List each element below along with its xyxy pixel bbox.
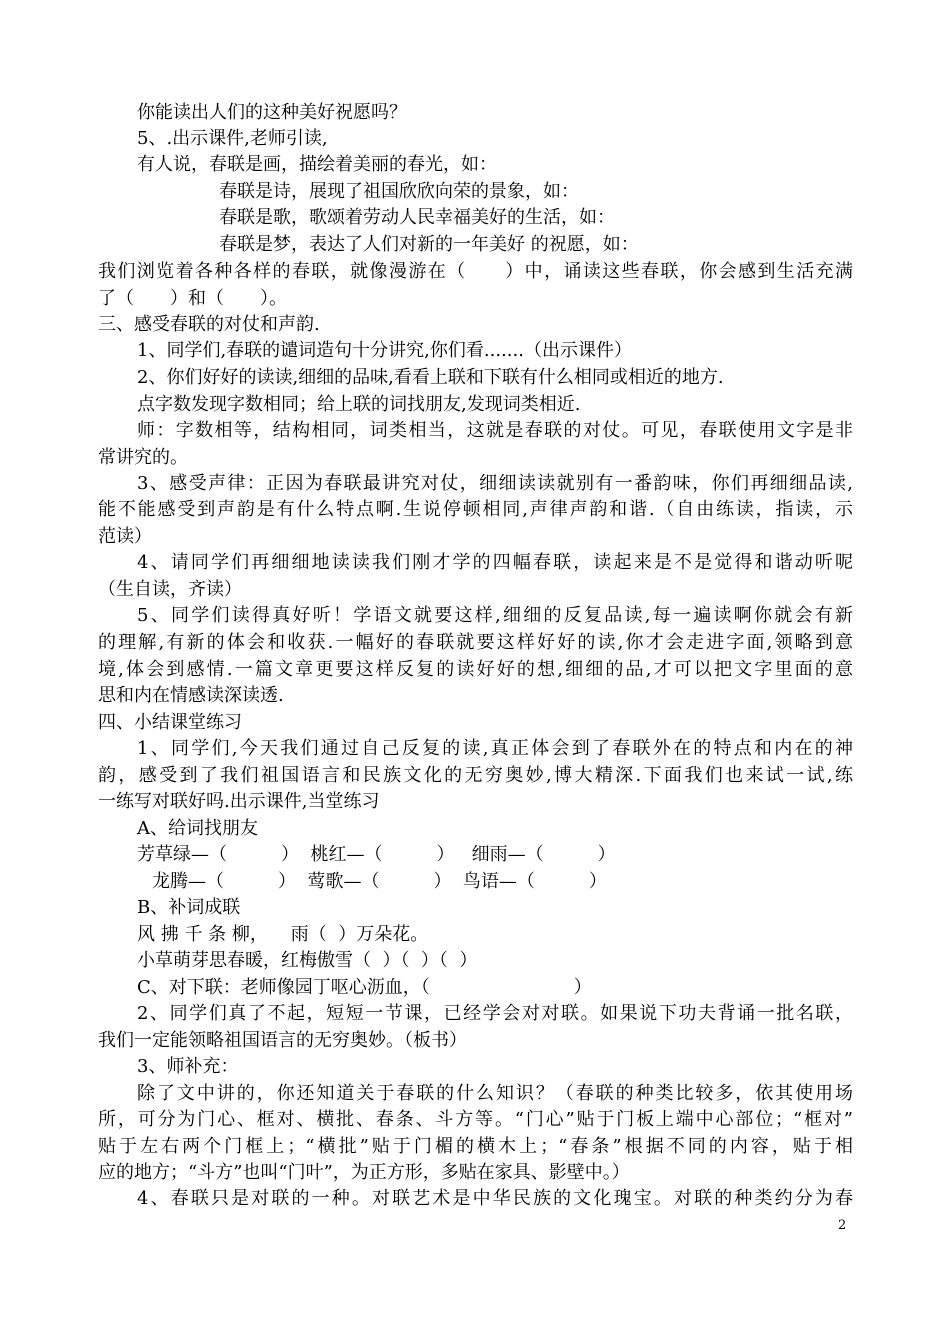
section-heading: 四、小结课堂练习 (98, 712, 242, 733)
text-line: 2、同学们真了不起，短短一节课，已经学会对对联。如果说下功夫背诵一批名联， (137, 1003, 853, 1024)
text-line: 3、师补充： (137, 1056, 239, 1077)
text-line: B、补词成联 (137, 897, 241, 918)
text-line: 范读） (98, 526, 152, 547)
text-line: 4、请同学们再细细地读读我们刚才学的四幅春联，读起来是不是觉得和谐动听呢 (137, 552, 853, 573)
text-line: 2、你们好好的读读,细细的品味,看看上联和下联有什么相同或相近的地方. (137, 367, 724, 388)
text-line: 你能读出人们的这种美好祝愿吗？ (137, 102, 407, 123)
text-line: 春联是歌，歌颂着劳动人民幸福美好的生活，如： (219, 207, 615, 228)
section-heading: 三、感受春联的对仗和声韵. (98, 314, 320, 335)
exercise-line: 芳草绿—（ ） 桃红—（ ） 细雨—（ ） (137, 844, 616, 865)
text-line: 4、春联只是对联的一种。对联艺术是中华民族的文化瑰宝。对联的种类约分为春 (137, 1188, 853, 1209)
text-line: 5、同学们读得真好听！学语文就要这样,细细的反复品读,每一遍读啊你就会有新 (137, 605, 853, 626)
text-line: 常讲究的。 (98, 447, 188, 468)
text-line: 我们浏览着各种各样的春联，就像漫游在（ ）中，诵读这些春联，你会感到生活充满 (98, 261, 853, 282)
text-line: 师：字数相等，结构相同，词类相当，这就是春联的对仗。可见，春联使用文字是非 (137, 420, 853, 441)
page-number: 2 (838, 1218, 847, 1233)
text-line: 有人说，春联是画，描绘着美丽的春光，如： (137, 154, 497, 175)
text-line: 春联是诗，展现了祖国欣欣向荣的景象，如： (219, 181, 579, 202)
text-line: 春联是梦，表达了人们对新的一年美好 的祝愿，如： (219, 234, 639, 255)
exercise-line: 风 拂 千 条 柳， 雨（ ）万朵花。 (137, 924, 429, 945)
text-line: 我们一定能领略祖国语言的无穷奥妙。（板书） (98, 1030, 467, 1051)
text-line: 的理解,有新的体会和收获.一幅好的春联就要这样好好的读,你才会走进字面,领略到意 (98, 632, 853, 653)
text-line: 贴于左右两个门框上；“横批”贴于门楣的横木上；“春条”根据不同的内容，贴于相 (98, 1136, 853, 1157)
text-line: 韵，感受到了我们祖国语言和民族文化的无穷奥妙,博大精深.下面我们也来试一试,练 (98, 765, 853, 786)
text-line: 应的地方；“斗方”也叫“门叶”，为正方形，多贴在家具、影壁中。） (98, 1162, 630, 1183)
text-line: 1、同学们,今天我们通过自己反复的读,真正体会到了春联外在的特点和内在的神 (137, 738, 853, 759)
text-line: 1、同学们,春联的谴词造句十分讲究,你们看.......（出示课件） (137, 340, 632, 361)
exercise-line: C、对下联：老师像园丁呕心沥血，（ ） (137, 977, 592, 998)
exercise-line: 龙腾—（ ） 莺歌—（ ） 鸟语—（ ） (152, 871, 607, 892)
text-line: 所，可分为门心、框对、横批、春条、斗方等。“门心”贴于门板上端中心部位；“框对” (98, 1109, 853, 1130)
exercise-line: 小草萌芽思春暖，红梅傲雪（ ）（ ）（ ） (137, 950, 478, 971)
text-line: 一练写对联好吗.出示课件,当堂练习 (98, 791, 380, 812)
text-line: 境,体会到感情.一篇文章更要这样反复的读好好的想,细细的品,才可以把文字里面的意 (98, 659, 853, 680)
text-line: 能不能感受到声韵是有什么特点啊.生说停顿相同,声律声韵和谐.（自由练读，指读，示 (98, 499, 853, 520)
text-line: （生自读，齐读） (98, 579, 242, 600)
text-line: 思和内在情感读深读透. (98, 685, 284, 706)
text-line: 点字数发现字数相同；给上联的词找朋友,发现词类相近. (137, 394, 581, 415)
text-line: 了（ ）和（ ）。 (98, 288, 287, 309)
text-line: 3、感受声律：正因为春联最讲究对仗，细细读读就别有一番韵味，你们再细细品读, (137, 473, 853, 494)
text-line: A、给词找朋友 (137, 818, 258, 839)
text-line: 除了文中讲的，你还知道关于春联的什么知识？（春联的种类比较多，依其使用场 (137, 1083, 853, 1104)
text-line: 5、.出示课件,老师引读, (137, 128, 328, 149)
